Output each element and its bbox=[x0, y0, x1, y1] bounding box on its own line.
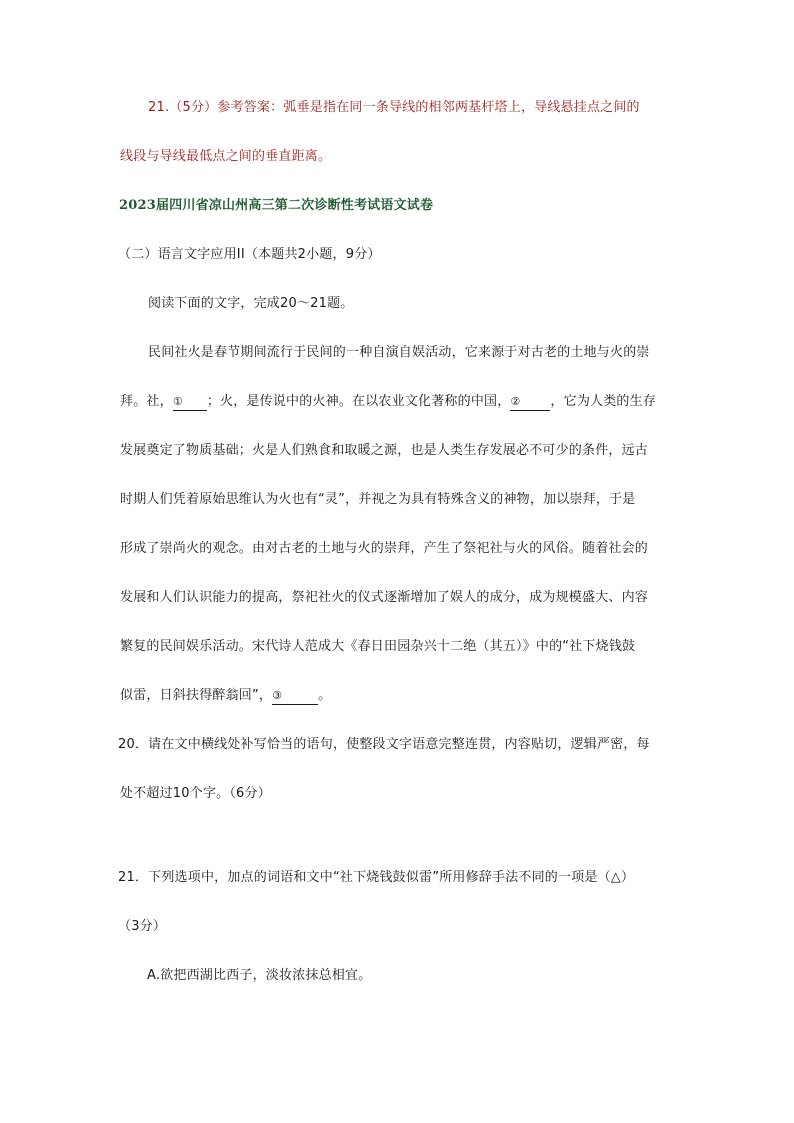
passage-line-8 bbox=[120, 686, 331, 706]
question-21-line-1: 21．下列选项中，加点的词语和文中“社下烧钱鼓似雷”所用修辞手法不同的一项是（△） bbox=[118, 870, 635, 885]
passage-line-4: 时期人们凭着原始思维认为火也有“灵”，并视之为具有特殊含义的神物，加以崇拜，于是 bbox=[120, 492, 636, 507]
passage-line-2-end: ，它为人类的生存 bbox=[550, 394, 657, 409]
passage-line-2-middle: ；火，是传说中的火神。在以农业文化著称的中国， bbox=[206, 394, 511, 409]
answer-line-1: 21.（5分）参考答案：弧垂是指在同一条导线的相邻两基杆塔上，导线悬挂点之间的 bbox=[148, 100, 640, 115]
blank-2 bbox=[510, 394, 550, 411]
exam-title: 2023届四川省凉山州高三第二次诊断性考试语文试卷 bbox=[119, 198, 434, 213]
question-21-option-a: A.欲把西湖比西子，淡妆浓抹总相宜。 bbox=[147, 968, 372, 983]
passage-line-8-start: 似雷，日斜扶得醉翁回”， bbox=[120, 688, 273, 703]
question-21-line-2: （3分） bbox=[118, 919, 167, 934]
blank-3 bbox=[272, 688, 318, 705]
reading-instruction: 阅读下面的文字，完成20～21题。 bbox=[148, 296, 354, 311]
passage-line-5: 形成了崇尚火的观念。由对古老的土地与火的崇拜，产生了祭祀社与火的风俗。随着社会的 bbox=[120, 541, 649, 556]
blank-2-number: ② bbox=[510, 395, 521, 408]
section-heading: （二）语言文字应用II（本题共2小题，9分） bbox=[118, 247, 381, 262]
blank-1-number: ① bbox=[172, 395, 183, 408]
passage-line-3: 发展奠定了物质基础；火是人们熟食和取暖之源，也是人类生存发展必不可少的条件，远古 bbox=[120, 443, 649, 458]
passage-line-8-end: 。 bbox=[318, 688, 332, 703]
passage-line-2-start: 拜。社， bbox=[120, 394, 173, 409]
passage-line-2 bbox=[120, 392, 656, 412]
blank-1 bbox=[173, 394, 207, 411]
question-20-line-1: 20．请在文中横线处补写恰当的语句，使整段文字语意完整连贯，内容贴切，逻辑严密，每 bbox=[118, 737, 650, 752]
passage-line-7: 繁复的民间娱乐活动。宋代诗人范成大《春日田园杂兴十二绝（其五）》中的“社下烧钱鼓 bbox=[120, 639, 636, 654]
passage-line-6: 发展和人们认识能力的提高，祭祀社火的仪式逐渐增加了娱人的成分，成为规模盛大、内容 bbox=[120, 590, 649, 605]
answer-line-2: 线段与导线最低点之间的垂直距离。 bbox=[120, 149, 332, 164]
blank-3-number: ③ bbox=[272, 689, 283, 702]
question-20-line-2: 处不超过10个字。（6分） bbox=[120, 786, 271, 801]
passage-line-1: 民间社火是春节期间流行于民间的一种自演自娱活动，它来源于对古老的土地与火的崇 bbox=[148, 345, 650, 360]
